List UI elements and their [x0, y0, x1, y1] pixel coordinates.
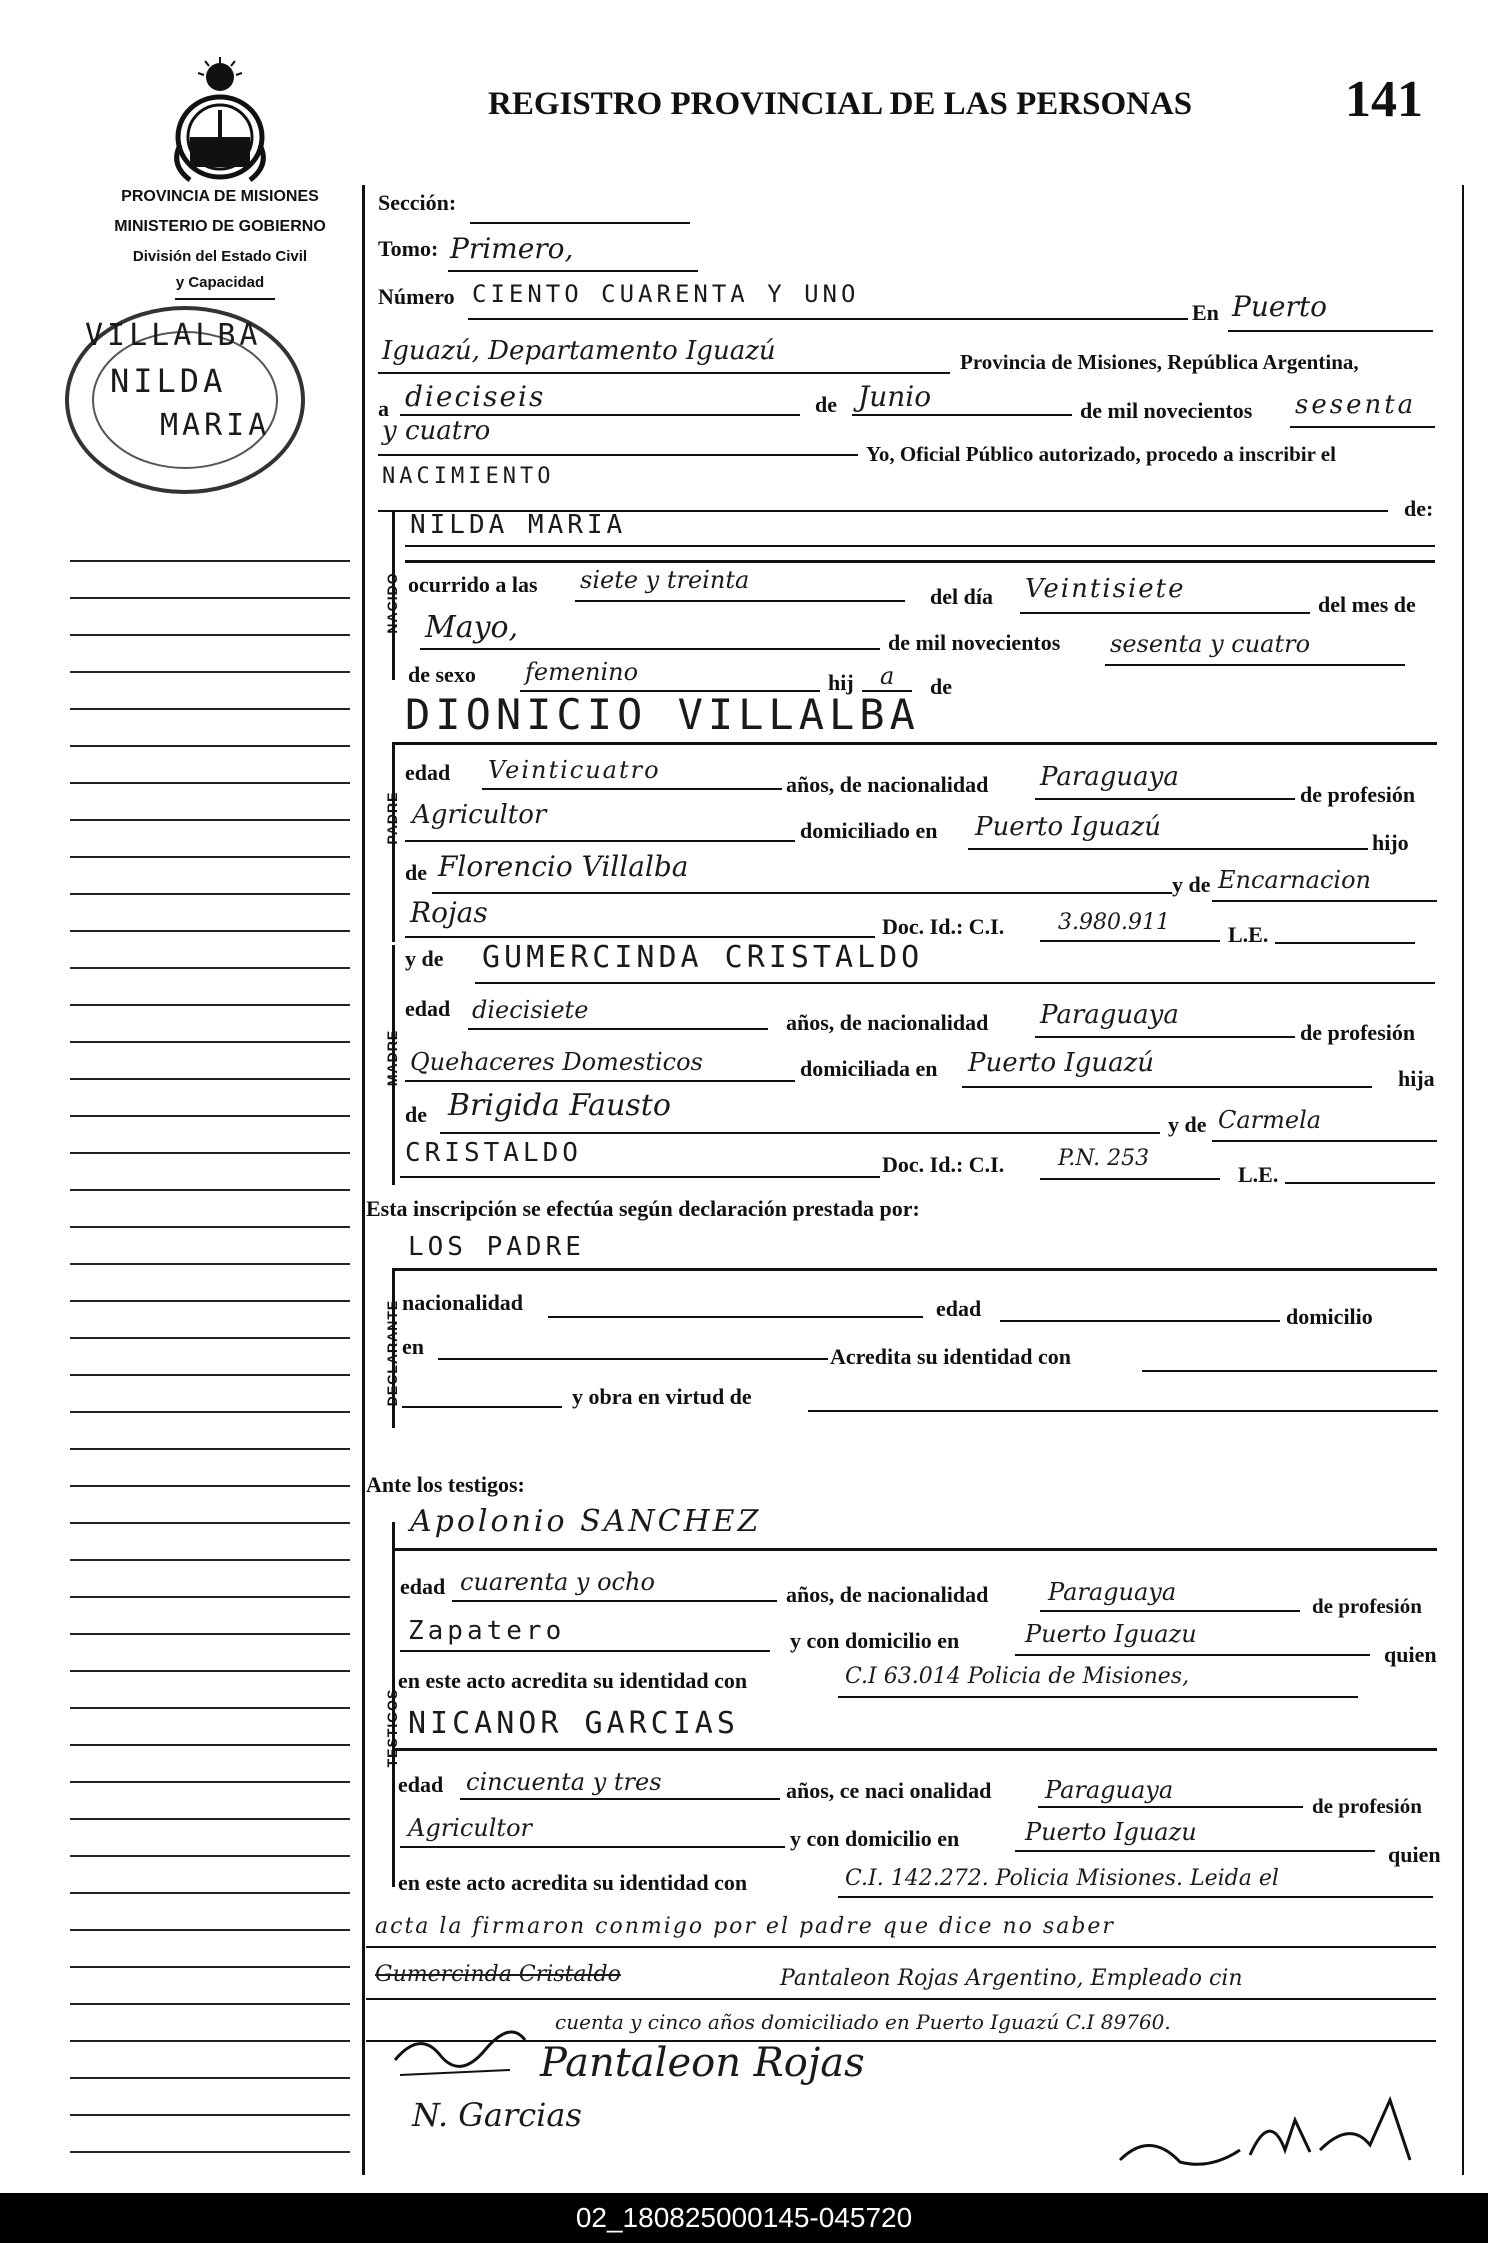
margin-rule [70, 2003, 350, 2005]
madre-nac-label: años, de nacionalidad [786, 1010, 989, 1035]
nota-line-2: Pantaleon Rojas Argentino, Empleado cin [780, 1966, 1243, 1991]
mes-line [852, 414, 1072, 416]
margin-rule [70, 1929, 350, 1931]
form-right-border [1462, 185, 1464, 2175]
margin-rule [70, 597, 350, 599]
sexo-label: de sexo [408, 662, 476, 687]
firma-pantaleon-rojas: Pantaleon Rojas [540, 2040, 865, 2086]
provincia-label: Provincia de Misiones, República Argentina, [960, 350, 1359, 374]
testigo2-nombre: NICANOR GARCIAS [408, 1706, 739, 1741]
testigo2-prof-value: Agricultor [408, 1814, 532, 1842]
declarante-nac-label: nacionalidad [402, 1290, 524, 1315]
ocurrido-label: ocurrido a las [408, 572, 538, 597]
testigo1-nombre-line [392, 1548, 1437, 1551]
margin-rule [70, 1633, 350, 1635]
margin-rule [70, 1226, 350, 1228]
anio-nac-value: sesenta y cuatro [1110, 630, 1311, 658]
madre-nombre: GUMERCINDA CRISTALDO [482, 940, 924, 975]
madre-prof-label: de profesión [1300, 1020, 1416, 1045]
testigos-section-label: TESTIGOS [384, 1688, 400, 1768]
anio-nac-line [1105, 664, 1405, 666]
madre-edad-line [468, 1028, 768, 1030]
margin-rule [70, 1263, 350, 1265]
madre-edad-label: edad [405, 996, 451, 1021]
madre-le-line [1285, 1182, 1435, 1184]
scan-footer-bar [0, 2193, 1488, 2243]
padre-nombre: DIONICIO VILLALBA [405, 690, 920, 739]
testigo2-edad-label: edad [398, 1772, 444, 1797]
margin-rule [70, 1004, 350, 1006]
padre-nac-value: Paraguaya [1040, 762, 1179, 792]
madre-prof-value: Quehaceres Domesticos [410, 1048, 703, 1076]
margin-rule [70, 819, 350, 821]
padre-y-de2-line [405, 936, 875, 938]
padre-nac-line [1035, 798, 1295, 800]
tomo-label: Tomo: [378, 236, 439, 261]
madre-doc-line [1040, 1178, 1220, 1180]
margin-rule [70, 1411, 350, 1413]
acredita-line [1142, 1370, 1437, 1372]
margin-rule [70, 782, 350, 784]
testigo1-edad-value: cuarenta y ocho [460, 1568, 655, 1596]
margin-rule [70, 2151, 350, 2153]
padre-edad-line [482, 788, 782, 790]
nota-line-1: acta la firmaron conmigo por el padre que dice no saber [375, 1914, 1115, 1939]
mes-nac-value: Mayo, [425, 610, 519, 645]
hij-suffix: a [880, 662, 895, 690]
testigo1-id-value: C.I 63.014 Policia de Misiones, [845, 1664, 1190, 1689]
margin-rule [70, 2077, 350, 2079]
padre-section-label: PADRE [384, 791, 400, 845]
padre-de-line [432, 892, 1172, 894]
nacido-nombre: NILDA MARIA [410, 510, 627, 540]
numero-value: CIENTO CUARENTA Y UNO [472, 280, 860, 308]
lugar-line [1228, 330, 1433, 332]
anio1-line [1290, 426, 1435, 428]
stamp-name-1: NILDA [110, 362, 227, 400]
agency-line-3: División del Estado Civil [132, 248, 308, 265]
del-mes-label: del mes de [1318, 592, 1416, 617]
margin-rule [70, 1374, 350, 1376]
seccion-line [470, 222, 690, 224]
coat-of-arms-icon [160, 55, 280, 185]
a-label: a [378, 396, 389, 421]
testigo2-dom-value: Puerto Iguazu [1025, 1818, 1197, 1846]
declarante-value: LOS PADRE [408, 1232, 585, 1262]
madre-prof-line [405, 1080, 795, 1082]
margin-rule [70, 2040, 350, 2042]
declarante-section-label: DECLARANTE [384, 1299, 400, 1407]
padre-dom-value: Puerto Iguazú [975, 812, 1162, 842]
padre-prof-label: de profesión [1300, 782, 1416, 807]
margin-rule [70, 1152, 350, 1154]
margin-rule [70, 1448, 350, 1450]
testigo2-acto-label: en este acto acredita su identidad con [398, 1870, 748, 1895]
agency-line-1: PROVINCIA DE MISIONES [121, 188, 319, 205]
margin-rule [70, 1855, 350, 1857]
nota-line-1-rule [366, 1946, 1436, 1948]
margin-rule [70, 708, 350, 710]
testigo2-nac-line [1038, 1806, 1303, 1808]
anio1-value: sesenta [1295, 390, 1417, 420]
testigo2-nombre-line [392, 1748, 1437, 1751]
nota-line-2-rule [366, 1998, 1436, 2000]
testigo2-edad-value: cincuenta y tres [466, 1768, 662, 1796]
declarante-en-line [438, 1358, 828, 1360]
declarante-line [392, 1268, 1437, 1271]
testigo2-nac-value: Paraguaya [1045, 1776, 1174, 1804]
madre-nac-line [1035, 1036, 1295, 1038]
lugar-value: Puerto [1232, 290, 1327, 323]
margin-rule [70, 1966, 350, 1968]
margin-rule [70, 1596, 350, 1598]
testigo2-prof-label: de profesión [1312, 1794, 1422, 1818]
esta-inscripcion-label: Esta inscripción se efectúa según declaración prestada por: [366, 1196, 920, 1221]
padre-edad-label: edad [405, 760, 451, 785]
en-label: En [1192, 300, 1219, 325]
testigo2-prof-line [400, 1846, 785, 1848]
margin-rule [70, 967, 350, 969]
testigo1-dom-label: y con domicilio en [790, 1628, 960, 1653]
margin-rule [70, 1670, 350, 1672]
margin-rule [70, 1522, 350, 1524]
acredita-label: Acredita su identidad con [830, 1344, 1072, 1369]
agency-line-2: MINISTERIO DE GOBIERNO [114, 218, 326, 235]
padre-y-de-line [1212, 900, 1437, 902]
lugar2-line [378, 372, 950, 374]
madre-dom-label: domiciliada en [800, 1056, 938, 1081]
margin-rule [70, 1818, 350, 1820]
padre-le-line [1275, 942, 1415, 944]
firma-garcias: N. Garcias [412, 2096, 582, 2134]
padre-dom-label: domiciliado en [800, 818, 938, 843]
margin-rule [70, 893, 350, 895]
madre-nac-value: Paraguaya [1040, 1000, 1179, 1030]
madre-section-label: MADRE [384, 1029, 400, 1087]
padre-de-value: Florencio Villalba [438, 850, 689, 883]
hora-value: siete y treinta [580, 566, 750, 594]
margin-rule [70, 671, 350, 673]
nacido-divider [405, 560, 1435, 563]
margin-rule [70, 1781, 350, 1783]
padre-prof-value: Agricultor [412, 800, 547, 830]
madre-y-de-label: y de [405, 946, 444, 971]
seccion-label: Sección: [378, 190, 457, 215]
scan-code: 02_180825000145-045720 [575, 2202, 913, 2233]
testigo1-acto-label: en este acto acredita su identidad con [398, 1668, 748, 1693]
testigo1-edad-label: edad [400, 1574, 446, 1599]
testigo1-id-line [838, 1696, 1358, 1698]
madre-dom-value: Puerto Iguazú [968, 1048, 1155, 1078]
margin-rule [70, 1300, 350, 1302]
madre-y-de-value: Carmela [1218, 1106, 1322, 1134]
padre-edad-value: Veinticuatro [488, 756, 661, 784]
margin-rule [70, 1707, 350, 1709]
folio-number: 141 [1345, 71, 1423, 128]
obra-label: y obra en virtud de [572, 1384, 752, 1409]
testigo2-dom-label: y con domicilio en [790, 1826, 960, 1851]
margin-rule [70, 1892, 350, 1894]
de-label-2: de [930, 674, 952, 699]
hij-label: hij [828, 670, 854, 695]
padre-dom-line [968, 848, 1368, 850]
testigo1-prof-line [400, 1650, 770, 1652]
madre-edad-value: diecisiete [472, 996, 589, 1024]
margin-rule [70, 1189, 350, 1191]
testigo1-prof-value: Zapatero [408, 1616, 566, 1646]
nota-line-3: cuenta y cinco años domiciliado en Puerto Iguazú C.I 89760. [555, 2010, 1171, 2034]
official-signature-icon [1110, 2090, 1430, 2180]
testigo2-nac-label: años, ce naci onalidad [786, 1778, 992, 1803]
padre-prof-line [405, 840, 795, 842]
testigo2-dom-line [1015, 1850, 1375, 1852]
stamp-name-2: MARIA [160, 408, 271, 443]
de-colon-label: de: [1404, 496, 1434, 521]
testigo1-nac-value: Paraguaya [1048, 1578, 1177, 1606]
page-title: REGISTRO PROVINCIAL DE LAS PERSONAS [488, 86, 1193, 122]
margin-rule [70, 1041, 350, 1043]
testigo1-prof-label: de profesión [1312, 1594, 1422, 1618]
testigo1-nac-line [1040, 1610, 1300, 1612]
nacido-nombre-line [405, 545, 1435, 547]
madre-dom-line [962, 1086, 1372, 1088]
signature-scribble-icon [390, 2020, 530, 2090]
margin-rule [70, 1115, 350, 1117]
testigo2-quien-label: quien [1388, 1842, 1441, 1867]
madre-de-label: de [405, 1102, 427, 1127]
margin-rule [70, 560, 350, 562]
madre-y-de-line [1212, 1140, 1437, 1142]
margin-rule [70, 745, 350, 747]
form-left-border [362, 185, 365, 2175]
mes-value: Junio [858, 380, 932, 413]
margin-rule [70, 930, 350, 932]
declarante-nac-line [548, 1316, 923, 1318]
anio2-line [378, 454, 858, 456]
testigo1-edad-line [452, 1600, 777, 1602]
padre-nac-label: años, de nacionalidad [786, 772, 989, 797]
lugar2-value: Iguazú, Departamento Iguazú [382, 336, 776, 366]
dia-nac-value: Veintisiete [1025, 574, 1186, 604]
madre-doc-value: P.N. 253 [1058, 1146, 1150, 1171]
mil-novecientos-2-label: de mil novecientos [888, 630, 1061, 655]
hija-label: hija [1398, 1066, 1435, 1091]
testigo1-dom-value: Puerto Iguazu [1025, 1620, 1197, 1648]
declarante-en-label: en [402, 1334, 424, 1359]
padre-y-de-label: y de [1172, 872, 1211, 897]
declarante-dom-label: domicilio [1286, 1304, 1373, 1329]
testigo1-nombre: Apolonio SANCHEZ [410, 1504, 762, 1539]
obra-line [808, 1410, 1438, 1412]
padre-de-label: de [405, 860, 427, 885]
testigo1-quien-label: quien [1384, 1642, 1437, 1667]
sexo-value: femenino [525, 658, 639, 686]
declarante-edad-label: edad [936, 1296, 982, 1321]
madre-doc-label: Doc. Id.: C.I. [882, 1152, 1005, 1177]
hijo-label: hijo [1372, 830, 1409, 855]
testigo1-dom-line [1015, 1654, 1370, 1656]
testigo2-id-value: C.I. 142.272. Policia Misiones. Leida el [845, 1866, 1279, 1891]
padre-nombre-line [392, 742, 1437, 745]
dia-nac-line [1020, 612, 1310, 614]
obra-pre-line [402, 1406, 562, 1408]
madre-y-de2-line [400, 1176, 880, 1178]
tomo-value: Primero, [450, 232, 574, 265]
padre-le-label: L.E. [1228, 922, 1269, 947]
margin-rule [70, 634, 350, 636]
testigo1-nac-label: años, de nacionalidad [786, 1582, 989, 1607]
dia-value: dieciseis [405, 380, 546, 413]
padre-y-de2-value: Rojas [410, 896, 488, 929]
margin-rule [70, 2114, 350, 2116]
padre-y-de-value: Encarnacion [1218, 866, 1371, 894]
tomo-line [448, 270, 698, 272]
margin-rule [70, 1744, 350, 1746]
declarante-edad-line [1000, 1320, 1280, 1322]
madre-y-de2-value: CRISTALDO [405, 1138, 582, 1168]
yo-oficial-label: Yo, Oficial Público autorizado, procedo a inscribir el [866, 442, 1336, 466]
madre-nombre-line [475, 982, 1435, 984]
testigo2-id-line [838, 1896, 1433, 1898]
acta-value: NACIMIENTO [382, 464, 555, 489]
numero-label: Número [378, 284, 455, 309]
ante-testigos-label: Ante los testigos: [366, 1472, 525, 1497]
numero-line [468, 318, 1188, 320]
margin-rule [70, 1559, 350, 1561]
madre-de-value: Brigida Fausto [448, 1088, 671, 1123]
margin-rule [70, 856, 350, 858]
mil-novecientos-label: de mil novecientos [1080, 398, 1253, 423]
agency-line-4: y Capacidad [175, 274, 265, 291]
padre-doc-line [1040, 940, 1220, 942]
margin-rule [70, 1485, 350, 1487]
margin-rule [70, 1078, 350, 1080]
nacido-section-label: NACIDO [384, 572, 400, 634]
anio2-value: y cuatro [382, 416, 491, 446]
padre-doc-value: 3.980.911 [1058, 910, 1170, 935]
stamp-surname: VILLALBA [85, 318, 262, 353]
nota-line-2-struck: Gumercinda Cristaldo [375, 1962, 621, 1987]
del-dia-label: del día [930, 584, 993, 609]
madre-y-de2-label: y de [1168, 1112, 1207, 1137]
testigo2-edad-line [460, 1798, 780, 1800]
mes-nac-line [420, 648, 880, 650]
madre-de-line [440, 1132, 1160, 1134]
margin-rule [70, 1337, 350, 1339]
madre-le-label: L.E. [1238, 1162, 1279, 1187]
hora-line [575, 600, 905, 602]
de-label-1: de [815, 392, 837, 417]
padre-doc-label: Doc. Id.: C.I. [882, 914, 1005, 939]
